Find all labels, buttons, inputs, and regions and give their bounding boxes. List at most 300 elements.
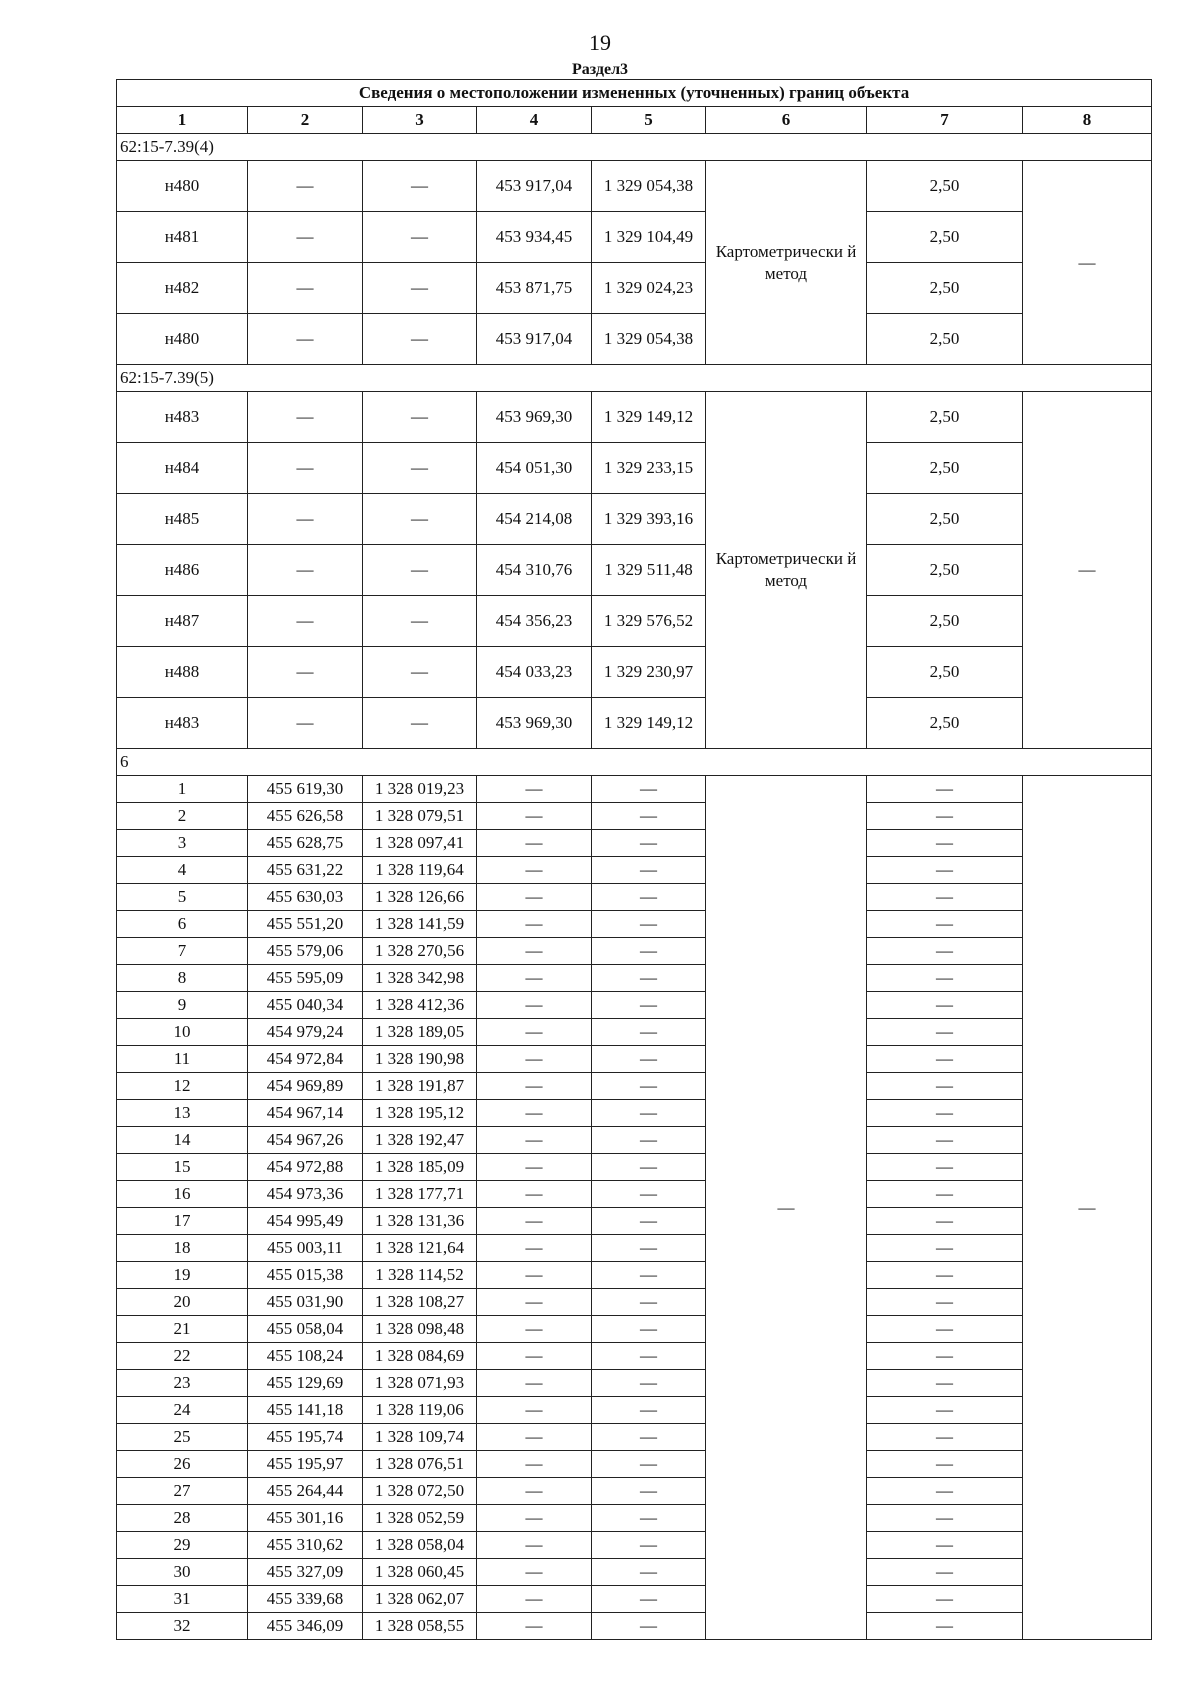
dash-cell: — — [363, 314, 477, 365]
dash-cell: — — [248, 443, 363, 494]
dash-cell: — — [867, 1181, 1023, 1208]
dash-cell: — — [867, 1154, 1023, 1181]
coordinate-y-cell: 1 329 233,15 — [592, 443, 706, 494]
dash-cell: — — [867, 1478, 1023, 1505]
coordinate-x-cell: 453 917,04 — [477, 314, 592, 365]
table-row — [117, 1397, 1152, 1424]
dash-cell: — — [592, 1235, 706, 1262]
coordinate-y-cell: 1 328 190,98 — [363, 1046, 477, 1073]
coordinate-y-cell: 1 328 192,47 — [363, 1127, 477, 1154]
dash-cell: — — [248, 212, 363, 263]
coordinate-x-cell: 455 631,22 — [248, 857, 363, 884]
dash-cell: — — [363, 443, 477, 494]
dash-cell: — — [248, 494, 363, 545]
dash-cell: — — [363, 698, 477, 749]
table-row — [117, 494, 1152, 545]
coordinate-y-cell: 1 328 062,07 — [363, 1586, 477, 1613]
coordinate-y-cell: 1 328 119,64 — [363, 857, 477, 884]
dash-cell: — — [867, 776, 1023, 803]
coordinate-x-cell: 453 969,30 — [477, 392, 592, 443]
accuracy-cell: 2,50 — [867, 443, 1023, 494]
coordinate-x-cell: 454 979,24 — [248, 1019, 363, 1046]
dash-cell: — — [867, 1208, 1023, 1235]
dash-cell: — — [867, 1019, 1023, 1046]
dash-cell: — — [1023, 161, 1152, 365]
group-label: 6 — [117, 749, 1152, 776]
group-header-row — [117, 749, 1152, 776]
point-id-cell: н482 — [117, 263, 248, 314]
dash-cell: — — [477, 1397, 592, 1424]
dash-cell: — — [867, 1559, 1023, 1586]
dash-cell: — — [867, 1316, 1023, 1343]
coordinate-x-cell: 453 934,45 — [477, 212, 592, 263]
dash-cell: — — [477, 776, 592, 803]
coordinate-x-cell: 454 967,26 — [248, 1127, 363, 1154]
table-row — [117, 1532, 1152, 1559]
accuracy-cell: 2,50 — [867, 392, 1023, 443]
coordinate-y-cell: 1 329 149,12 — [592, 392, 706, 443]
column-header-row — [117, 107, 1152, 134]
dash-cell: — — [248, 545, 363, 596]
coordinate-x-cell: 455 310,62 — [248, 1532, 363, 1559]
dash-cell: — — [363, 545, 477, 596]
table-row — [117, 392, 1152, 443]
dash-cell: — — [477, 803, 592, 830]
coordinate-y-cell: 1 328 114,52 — [363, 1262, 477, 1289]
coordinate-x-cell: 454 973,36 — [248, 1181, 363, 1208]
coordinate-y-cell: 1 328 058,04 — [363, 1532, 477, 1559]
point-id-cell: н484 — [117, 443, 248, 494]
dash-cell: — — [592, 1559, 706, 1586]
point-id-cell: 1 — [117, 776, 248, 803]
dash-cell: — — [477, 1532, 592, 1559]
point-id-cell: н480 — [117, 314, 248, 365]
dash-cell: — — [477, 1451, 592, 1478]
dash-cell: — — [592, 1532, 706, 1559]
coordinate-x-cell: 454 214,08 — [477, 494, 592, 545]
coordinate-x-cell: 455 579,06 — [248, 938, 363, 965]
accuracy-cell: 2,50 — [867, 212, 1023, 263]
point-id-cell: 12 — [117, 1073, 248, 1100]
coordinate-y-cell: 1 329 511,48 — [592, 545, 706, 596]
point-id-cell: 25 — [117, 1424, 248, 1451]
coordinate-y-cell: 1 329 054,38 — [592, 161, 706, 212]
coordinate-x-cell: 455 339,68 — [248, 1586, 363, 1613]
table-row — [117, 314, 1152, 365]
accuracy-cell: 2,50 — [867, 698, 1023, 749]
table-caption: Сведения о местоположении измененных (уточненных) границ объекта — [117, 80, 1152, 107]
table-row — [117, 1505, 1152, 1532]
group-label: 62:15-7.39(5) — [117, 365, 1152, 392]
table-row — [117, 992, 1152, 1019]
coordinate-y-cell: 1 329 230,97 — [592, 647, 706, 698]
section-title: Раздел3 — [571, 61, 629, 78]
dash-cell: — — [1023, 392, 1152, 749]
coordinate-x-cell: 455 031,90 — [248, 1289, 363, 1316]
dash-cell: — — [592, 911, 706, 938]
point-id-cell: 5 — [117, 884, 248, 911]
point-id-cell: 4 — [117, 857, 248, 884]
point-id-cell: 13 — [117, 1100, 248, 1127]
point-id-cell: 20 — [117, 1289, 248, 1316]
dash-cell: — — [592, 1370, 706, 1397]
dash-cell: — — [867, 911, 1023, 938]
table-row — [117, 938, 1152, 965]
dash-cell: — — [477, 938, 592, 965]
coordinate-y-cell: 1 329 104,49 — [592, 212, 706, 263]
dash-cell: — — [592, 1586, 706, 1613]
coordinate-x-cell: 455 301,16 — [248, 1505, 363, 1532]
coordinate-y-cell: 1 328 058,55 — [363, 1613, 477, 1640]
dash-cell: — — [592, 1127, 706, 1154]
coordinate-y-cell: 1 328 060,45 — [363, 1559, 477, 1586]
dash-cell: — — [592, 1262, 706, 1289]
coordinate-x-cell: 455 595,09 — [248, 965, 363, 992]
coordinate-y-cell: 1 328 126,66 — [363, 884, 477, 911]
dash-cell: — — [477, 1613, 592, 1640]
point-id-cell: 26 — [117, 1451, 248, 1478]
coordinate-y-cell: 1 328 084,69 — [363, 1343, 477, 1370]
point-id-cell: 15 — [117, 1154, 248, 1181]
coordinate-x-cell: 454 356,23 — [477, 596, 592, 647]
coordinate-x-cell: 455 195,74 — [248, 1424, 363, 1451]
dash-cell: — — [477, 1127, 592, 1154]
accuracy-cell: 2,50 — [867, 161, 1023, 212]
coordinate-x-cell: 454 995,49 — [248, 1208, 363, 1235]
point-id-cell: 30 — [117, 1559, 248, 1586]
table-row — [117, 698, 1152, 749]
coordinate-y-cell: 1 328 109,74 — [363, 1424, 477, 1451]
dash-cell: — — [477, 1235, 592, 1262]
dash-cell: — — [592, 1343, 706, 1370]
dash-cell: — — [248, 263, 363, 314]
dash-cell: — — [477, 992, 592, 1019]
method-cell: Картометрически й метод — [706, 392, 867, 749]
accuracy-cell: 2,50 — [867, 314, 1023, 365]
accuracy-cell: 2,50 — [867, 263, 1023, 314]
coordinate-x-cell: 455 628,75 — [248, 830, 363, 857]
dash-cell: — — [477, 1289, 592, 1316]
table-row — [117, 884, 1152, 911]
dash-cell: — — [592, 1019, 706, 1046]
boundary-coordinates-table — [116, 79, 1152, 1640]
coordinate-x-cell: 453 871,75 — [477, 263, 592, 314]
coordinate-x-cell: 455 346,09 — [248, 1613, 363, 1640]
dash-cell: — — [867, 1397, 1023, 1424]
table-row — [117, 1154, 1152, 1181]
coordinate-y-cell: 1 328 071,93 — [363, 1370, 477, 1397]
table-row — [117, 776, 1152, 803]
table-row — [117, 1424, 1152, 1451]
point-id-cell: н485 — [117, 494, 248, 545]
dash-cell: — — [867, 1100, 1023, 1127]
point-id-cell: 24 — [117, 1397, 248, 1424]
table-row — [117, 803, 1152, 830]
dash-cell: — — [363, 647, 477, 698]
dash-cell: — — [592, 1613, 706, 1640]
coordinate-x-cell: 454 972,84 — [248, 1046, 363, 1073]
dash-cell: — — [867, 1289, 1023, 1316]
dash-cell: — — [363, 392, 477, 443]
dash-cell: — — [867, 1451, 1023, 1478]
point-id-cell: 2 — [117, 803, 248, 830]
dash-cell: — — [477, 911, 592, 938]
table-row — [117, 263, 1152, 314]
table-caption-row — [117, 80, 1152, 107]
point-id-cell: 18 — [117, 1235, 248, 1262]
dash-cell: — — [867, 830, 1023, 857]
point-id-cell: 6 — [117, 911, 248, 938]
point-id-cell: 32 — [117, 1613, 248, 1640]
point-id-cell: н488 — [117, 647, 248, 698]
dash-cell: — — [248, 698, 363, 749]
dash-cell: — — [592, 803, 706, 830]
table-row — [117, 161, 1152, 212]
dash-cell: — — [867, 1586, 1023, 1613]
dash-cell: — — [477, 1073, 592, 1100]
coordinate-x-cell: 454 969,89 — [248, 1073, 363, 1100]
dash-cell: — — [867, 1262, 1023, 1289]
dash-cell: — — [477, 1046, 592, 1073]
dash-cell: — — [592, 857, 706, 884]
coordinate-y-cell: 1 328 412,36 — [363, 992, 477, 1019]
point-id-cell: н483 — [117, 392, 248, 443]
point-id-cell: 22 — [117, 1343, 248, 1370]
coordinate-x-cell: 455 141,18 — [248, 1397, 363, 1424]
table-row — [117, 1127, 1152, 1154]
point-id-cell: 31 — [117, 1586, 248, 1613]
dash-cell: — — [592, 1073, 706, 1100]
point-id-cell: 23 — [117, 1370, 248, 1397]
table-row — [117, 1613, 1152, 1640]
coordinate-x-cell: 454 310,76 — [477, 545, 592, 596]
coordinate-x-cell: 455 630,03 — [248, 884, 363, 911]
table-row — [117, 965, 1152, 992]
coordinate-x-cell: 455 108,24 — [248, 1343, 363, 1370]
table-row — [117, 1451, 1152, 1478]
point-id-cell: 27 — [117, 1478, 248, 1505]
table-row — [117, 1019, 1152, 1046]
coordinate-x-cell: 453 969,30 — [477, 698, 592, 749]
dash-cell: — — [592, 1046, 706, 1073]
coordinate-x-cell: 454 967,14 — [248, 1100, 363, 1127]
table-row — [117, 647, 1152, 698]
point-id-cell: н481 — [117, 212, 248, 263]
dash-cell: — — [477, 857, 592, 884]
table-row — [117, 545, 1152, 596]
dash-cell: — — [477, 1586, 592, 1613]
table-row — [117, 1073, 1152, 1100]
dash-cell: — — [592, 1100, 706, 1127]
table-row — [117, 1046, 1152, 1073]
table-row — [117, 911, 1152, 938]
column-header: 7 — [867, 107, 1023, 134]
dash-cell: — — [477, 1424, 592, 1451]
coordinate-y-cell: 1 328 189,05 — [363, 1019, 477, 1046]
dash-cell: — — [867, 857, 1023, 884]
column-header: 1 — [117, 107, 248, 134]
table-row — [117, 1100, 1152, 1127]
coordinate-x-cell: 455 015,38 — [248, 1262, 363, 1289]
dash-cell: — — [867, 938, 1023, 965]
point-id-cell: н486 — [117, 545, 248, 596]
dash-cell: — — [477, 1262, 592, 1289]
dash-cell: — — [592, 1397, 706, 1424]
table-row — [117, 596, 1152, 647]
dash-cell: — — [867, 803, 1023, 830]
dash-cell: — — [867, 1343, 1023, 1370]
coordinate-y-cell: 1 328 342,98 — [363, 965, 477, 992]
table-row — [117, 830, 1152, 857]
dash-cell: — — [477, 1316, 592, 1343]
coordinate-y-cell: 1 328 270,56 — [363, 938, 477, 965]
dash-cell: — — [477, 1478, 592, 1505]
point-id-cell: 11 — [117, 1046, 248, 1073]
table-row — [117, 1208, 1152, 1235]
table-row — [117, 1289, 1152, 1316]
dash-cell: — — [867, 1073, 1023, 1100]
point-id-cell: 8 — [117, 965, 248, 992]
group-header-row — [117, 134, 1152, 161]
point-id-cell: н487 — [117, 596, 248, 647]
dash-cell: — — [592, 1505, 706, 1532]
point-id-cell: 29 — [117, 1532, 248, 1559]
point-id-cell: 16 — [117, 1181, 248, 1208]
column-header: 3 — [363, 107, 477, 134]
table-row — [117, 1559, 1152, 1586]
dash-cell: — — [363, 263, 477, 314]
dash-cell: — — [477, 1559, 592, 1586]
dash-cell: — — [363, 161, 477, 212]
table-row — [117, 1478, 1152, 1505]
coordinate-y-cell: 1 328 079,51 — [363, 803, 477, 830]
point-id-cell: 7 — [117, 938, 248, 965]
coordinate-x-cell: 454 972,88 — [248, 1154, 363, 1181]
coordinate-y-cell: 1 328 052,59 — [363, 1505, 477, 1532]
coordinate-y-cell: 1 328 185,09 — [363, 1154, 477, 1181]
table-row — [117, 1586, 1152, 1613]
point-id-cell: 28 — [117, 1505, 248, 1532]
point-id-cell: 21 — [117, 1316, 248, 1343]
dash-cell: — — [867, 1424, 1023, 1451]
dash-cell: — — [1023, 776, 1152, 1640]
dash-cell: — — [477, 1181, 592, 1208]
point-id-cell: 17 — [117, 1208, 248, 1235]
coordinate-x-cell: 454 051,30 — [477, 443, 592, 494]
coordinate-y-cell: 1 329 024,23 — [592, 263, 706, 314]
dash-cell: — — [867, 965, 1023, 992]
table-row — [117, 1235, 1152, 1262]
table-row — [117, 212, 1152, 263]
table-row — [117, 1370, 1152, 1397]
dash-cell: — — [477, 1208, 592, 1235]
dash-cell: — — [477, 1505, 592, 1532]
table-row — [117, 1181, 1152, 1208]
accuracy-cell: 2,50 — [867, 494, 1023, 545]
dash-cell: — — [477, 1370, 592, 1397]
dash-cell: — — [867, 1046, 1023, 1073]
coordinate-x-cell: 455 040,34 — [248, 992, 363, 1019]
point-id-cell: 10 — [117, 1019, 248, 1046]
coordinate-y-cell: 1 328 177,71 — [363, 1181, 477, 1208]
dash-cell: — — [477, 1154, 592, 1181]
dash-cell: — — [867, 1370, 1023, 1397]
dash-cell: — — [248, 392, 363, 443]
dash-cell: — — [867, 1613, 1023, 1640]
dash-cell: — — [363, 212, 477, 263]
coordinate-y-cell: 1 329 576,52 — [592, 596, 706, 647]
table-row — [117, 857, 1152, 884]
dash-cell: — — [477, 830, 592, 857]
accuracy-cell: 2,50 — [867, 596, 1023, 647]
method-cell: Картометрически й метод — [706, 161, 867, 365]
dash-cell: — — [592, 1451, 706, 1478]
table-row — [117, 1262, 1152, 1289]
table-body — [117, 80, 1152, 1640]
dash-cell: — — [477, 1343, 592, 1370]
dash-cell: — — [592, 1289, 706, 1316]
dash-cell: — — [592, 1424, 706, 1451]
coordinate-y-cell: 1 328 121,64 — [363, 1235, 477, 1262]
coordinate-x-cell: 455 626,58 — [248, 803, 363, 830]
dash-cell: — — [248, 314, 363, 365]
coordinate-x-cell: 455 195,97 — [248, 1451, 363, 1478]
coordinate-y-cell: 1 328 131,36 — [363, 1208, 477, 1235]
column-header: 4 — [477, 107, 592, 134]
dash-cell: — — [592, 938, 706, 965]
dash-cell: — — [867, 1532, 1023, 1559]
coordinate-y-cell: 1 328 019,23 — [363, 776, 477, 803]
dash-cell: — — [477, 1100, 592, 1127]
accuracy-cell: 2,50 — [867, 647, 1023, 698]
dash-cell: — — [592, 1478, 706, 1505]
group-header-row — [117, 365, 1152, 392]
coordinate-x-cell: 453 917,04 — [477, 161, 592, 212]
dash-cell: — — [592, 884, 706, 911]
point-id-cell: 9 — [117, 992, 248, 1019]
coordinate-y-cell: 1 328 191,87 — [363, 1073, 477, 1100]
coordinate-y-cell: 1 328 119,06 — [363, 1397, 477, 1424]
coordinate-y-cell: 1 329 054,38 — [592, 314, 706, 365]
column-header: 8 — [1023, 107, 1152, 134]
dash-cell: — — [248, 161, 363, 212]
table-row — [117, 443, 1152, 494]
dash-cell: — — [867, 1505, 1023, 1532]
dash-cell: — — [592, 1154, 706, 1181]
group-label: 62:15-7.39(4) — [117, 134, 1152, 161]
point-id-cell: н480 — [117, 161, 248, 212]
coordinate-y-cell: 1 328 141,59 — [363, 911, 477, 938]
dash-cell: — — [592, 830, 706, 857]
dash-cell: — — [592, 1181, 706, 1208]
coordinate-x-cell: 455 327,09 — [248, 1559, 363, 1586]
dash-cell: — — [248, 596, 363, 647]
table-row — [117, 1316, 1152, 1343]
accuracy-cell: 2,50 — [867, 545, 1023, 596]
coordinate-y-cell: 1 328 097,41 — [363, 830, 477, 857]
dash-cell: — — [592, 965, 706, 992]
dash-cell: — — [592, 1316, 706, 1343]
coordinate-x-cell: 455 129,69 — [248, 1370, 363, 1397]
column-header: 2 — [248, 107, 363, 134]
dash-cell: — — [363, 596, 477, 647]
coordinate-x-cell: 454 033,23 — [477, 647, 592, 698]
dash-cell: — — [477, 1019, 592, 1046]
column-header: 6 — [706, 107, 867, 134]
dash-cell: — — [867, 1127, 1023, 1154]
page-number: 19 — [589, 30, 611, 55]
coordinate-x-cell: 455 003,11 — [248, 1235, 363, 1262]
